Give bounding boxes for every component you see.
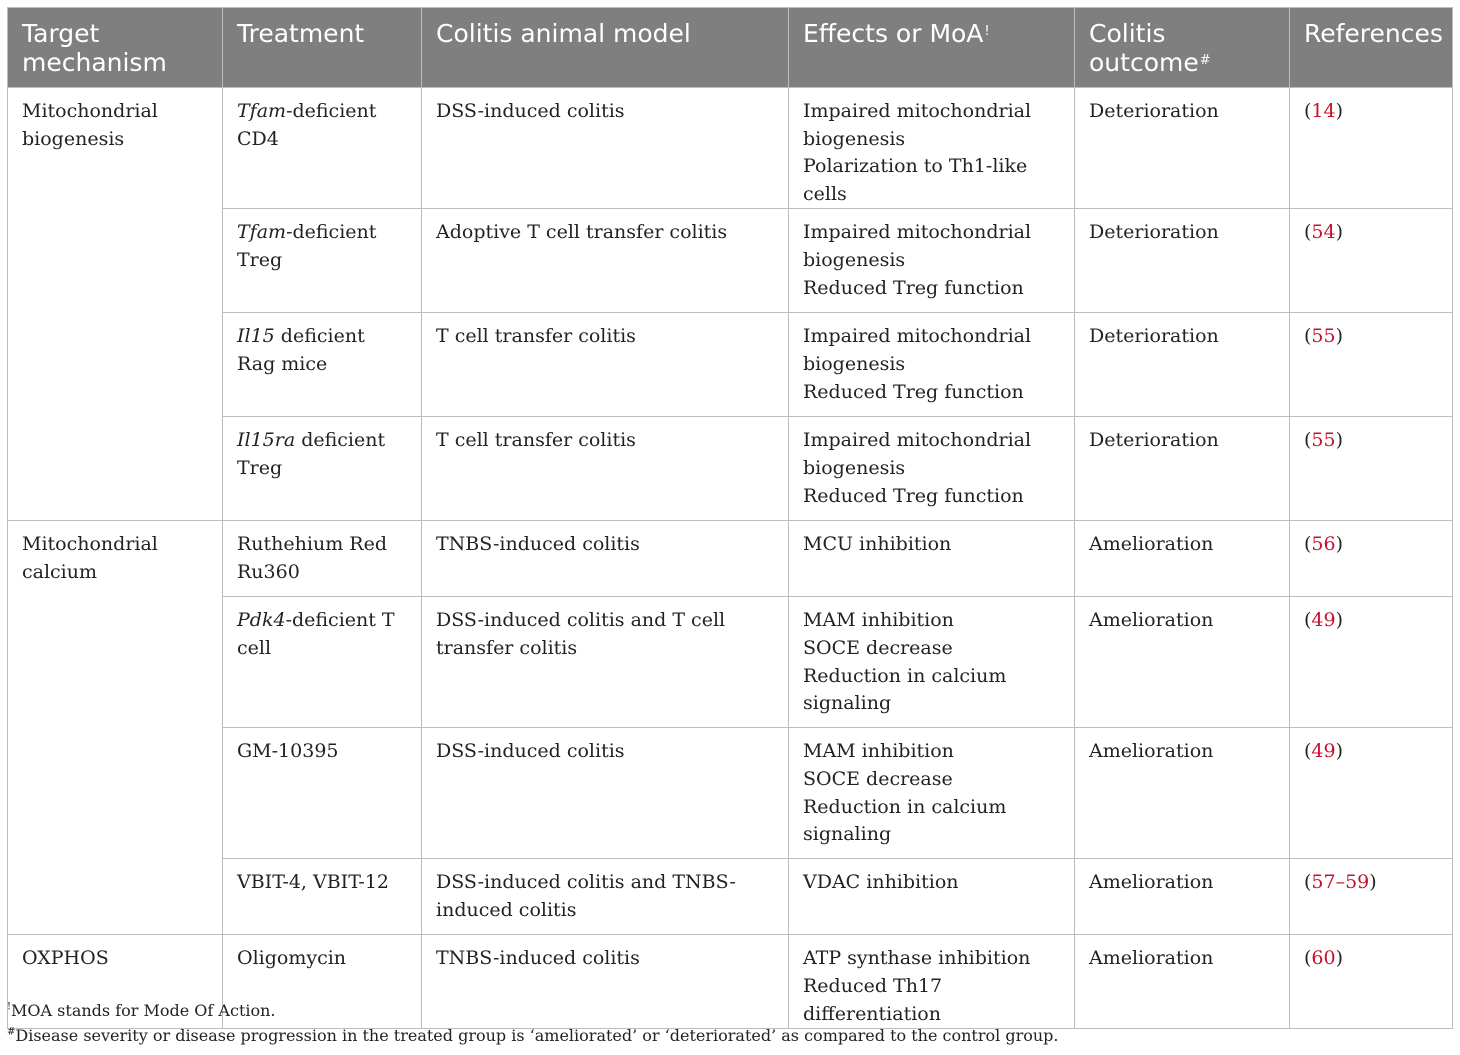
effects-cell: Impaired mitochondrial biogenesis Polarization to Th1-like cells <box>789 88 1075 209</box>
treatment-cell: Pdk4-deficient T cell <box>223 597 422 728</box>
outcome-cell: Amelioration <box>1075 521 1290 597</box>
outcome-cell: Deterioration <box>1075 417 1290 521</box>
footnote-moa-mark: ! <box>7 1001 12 1013</box>
treatment-cell: Il15 deficient Rag mice <box>223 313 422 417</box>
header-effects-mark: ! <box>984 24 990 39</box>
effects-cell: MAM inhibition SOCE decrease Reduction in calcium signaling <box>789 597 1075 728</box>
reference-link[interactable]: 54 <box>1311 221 1336 244</box>
model-cell: TNBS-induced colitis <box>422 521 789 597</box>
table-row <box>8 728 1453 859</box>
header-references: References <box>1290 8 1453 88</box>
treatment-cell: Tfam-deficient Treg <box>223 209 422 313</box>
effects-cell: Impaired mitochondrial biogenesis Reduced Treg function <box>789 209 1075 313</box>
header-model: Colitis animal model <box>422 8 789 88</box>
reference-link[interactable]: 55 <box>1311 429 1336 452</box>
reference-link[interactable]: 56 <box>1311 533 1336 556</box>
model-cell: DSS-induced colitis <box>422 88 789 209</box>
reference-link[interactable]: 60 <box>1311 947 1336 970</box>
table-row <box>8 521 1453 597</box>
reference-cell: (55) <box>1290 313 1453 417</box>
reference-cell: (49) <box>1290 728 1453 859</box>
outcome-cell: Amelioration <box>1075 935 1290 1029</box>
reference-cell: (60) <box>1290 935 1453 1029</box>
header-row <box>8 8 1453 88</box>
model-cell: Adoptive T cell transfer colitis <box>422 209 789 313</box>
effects-cell: Impaired mitochondrial biogenesis Reduced Treg function <box>789 417 1075 521</box>
reference-cell: (56) <box>1290 521 1453 597</box>
reference-cell: (57–59) <box>1290 859 1453 935</box>
treatment-cell: Il15ra deficient Treg <box>223 417 422 521</box>
footnote-outcome: #Disease severity or disease progression in the treated group is ‘ameliorated’ or ‘deteriorated’ as compared to the control group. <box>7 1026 1059 1045</box>
model-cell: T cell transfer colitis <box>422 417 789 521</box>
header-treatment: Treatment <box>223 8 422 88</box>
outcome-cell: Amelioration <box>1075 859 1290 935</box>
reference-link[interactable]: 49 <box>1311 740 1336 763</box>
reference-link[interactable]: 57–59 <box>1311 871 1370 894</box>
outcome-cell: Deterioration <box>1075 88 1290 209</box>
reference-link[interactable]: 55 <box>1311 325 1336 348</box>
effects-cell: VDAC inhibition <box>789 859 1075 935</box>
group-cell: Mitochondrial calcium <box>8 521 223 935</box>
table-row <box>8 313 1453 417</box>
effects-cell: MCU inhibition <box>789 521 1075 597</box>
outcome-cell: Amelioration <box>1075 597 1290 728</box>
table-row <box>8 417 1453 521</box>
header-effects: Effects or MoA! <box>789 8 1075 88</box>
treatment-cell: Tfam-deficient CD4 <box>223 88 422 209</box>
model-cell: T cell transfer colitis <box>422 313 789 417</box>
table-row <box>8 597 1453 728</box>
reference-cell: (49) <box>1290 597 1453 728</box>
treatment-cell: Ruthehium Red Ru360 <box>223 521 422 597</box>
treatment-cell: VBIT-4, VBIT-12 <box>223 859 422 935</box>
footnote-moa: !MOA stands for Mode Of Action. <box>7 1001 276 1020</box>
table-row <box>8 88 1453 209</box>
effects-cell: Impaired mitochondrial biogenesis Reduced Treg function <box>789 313 1075 417</box>
outcome-cell: Amelioration <box>1075 728 1290 859</box>
reference-cell: (55) <box>1290 417 1453 521</box>
model-cell: DSS-induced colitis and T cell transfer colitis <box>422 597 789 728</box>
model-cell: DSS-induced colitis and TNBS-induced colitis <box>422 859 789 935</box>
mechanism-table <box>7 7 1453 1029</box>
header-outcome: Colitis outcome# <box>1075 8 1290 88</box>
model-cell: DSS-induced colitis <box>422 728 789 859</box>
reference-link[interactable]: 14 <box>1311 100 1336 122</box>
footnote-outcome-mark: # <box>7 1026 16 1038</box>
model-cell: TNBS-induced colitis <box>422 935 789 1029</box>
outcome-cell: Deterioration <box>1075 209 1290 313</box>
header-target: Target mechanism <box>8 8 223 88</box>
reference-cell: (14) <box>1290 88 1453 209</box>
outcome-cell: Deterioration <box>1075 313 1290 417</box>
effects-cell: ATP synthase inhibition Reduced Th17 differentiation <box>789 935 1075 1029</box>
header-outcome-mark: # <box>1199 53 1211 68</box>
reference-link[interactable]: 49 <box>1311 609 1336 632</box>
table-row <box>8 209 1453 313</box>
effects-cell: MAM inhibition SOCE decrease Reduction in calcium signaling <box>789 728 1075 859</box>
reference-cell: (54) <box>1290 209 1453 313</box>
treatment-cell: GM-10395 <box>223 728 422 859</box>
group-cell: Mitochondrial biogenesis <box>8 88 223 521</box>
group-cell: OXPHOS <box>8 935 223 1029</box>
treatment-cell: Oligomycin <box>223 935 422 1029</box>
table-row <box>8 859 1453 935</box>
